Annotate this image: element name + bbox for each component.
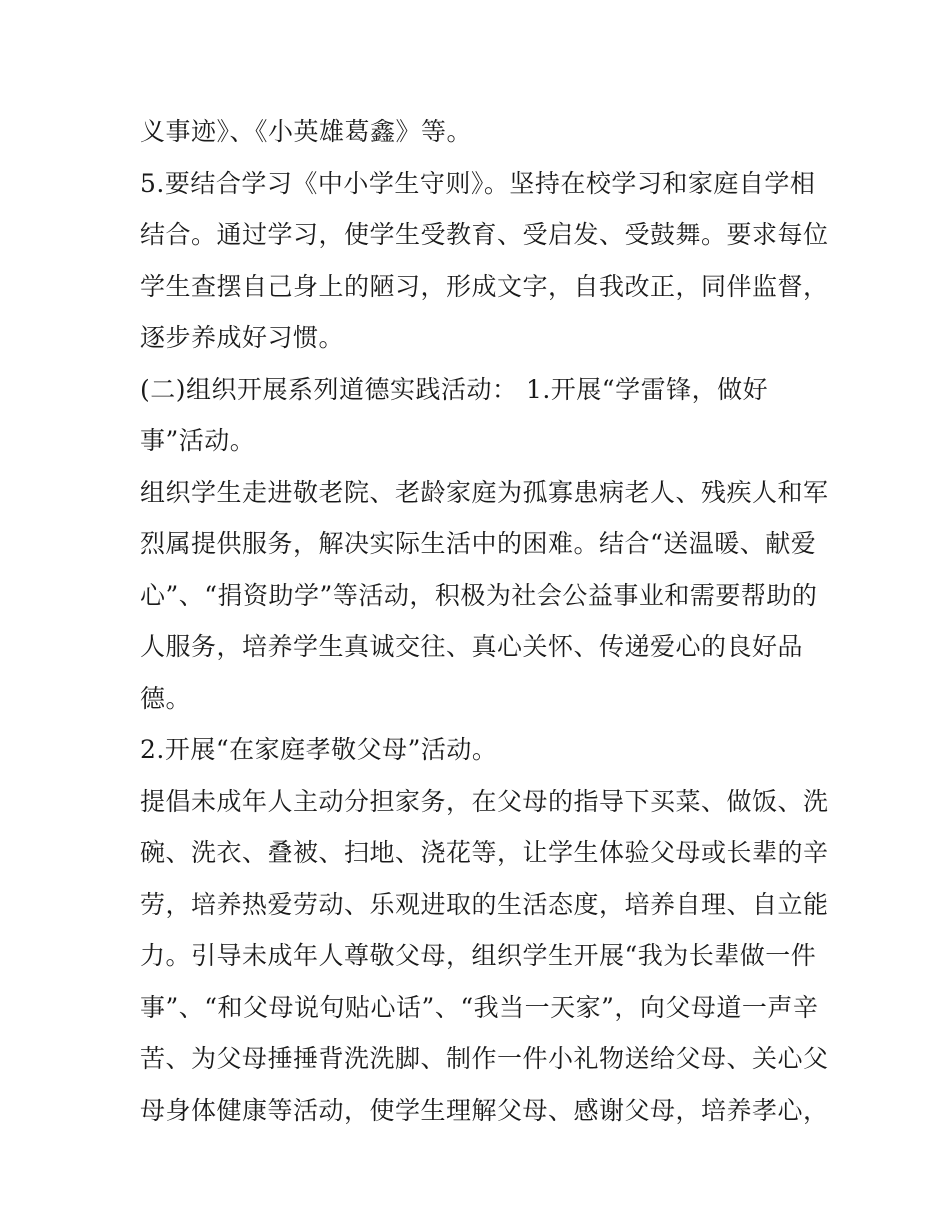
paragraph-6: 提倡未成年人主动分担家务，在父母的指导下买菜、做饭、洗碗、洗衣、叠被、扫地、浇花等，让学生体验父母或长辈的辛劳，培养热爱劳动、乐观进取的生活态度，培养自理、自立能力。引导未成年人尊敬父母，组织学生开展“我为长辈做一件事”、“和父母说句贴心话”、“我当一天家”，向父母道一声辛苦、为父母捶捶背洗洗脚、制作一件小礼物送给父母、关心父母身体健康等活动，使学生理解父母、感谢父母，培养孝心， (140, 786, 829, 1125)
document-body (140, 106, 830, 1136)
paragraph-4: 组织学生走进敬老院、老龄家庭为孤寡患病老人、残疾人和军烈属提供服务，解决实际生活中的困难。结合“送温暖、献爱心”、“捐资助学”等活动，积极为社会公益事业和需要帮助的人服务，培养学生真诚交往、真心关怀、传递爱心的良好品德。 (140, 477, 829, 713)
paragraph-5: 2.开展“在家庭孝敬父母”活动。 (140, 735, 498, 764)
paragraph-2: 5.要结合学习《中小学生守则》。坚持在校学习和家庭自学相结合。通过学习，使学生受教育、受启发、受鼓舞。要求每位学生查摆自己身上的陋习，形成文字，自我改正，同伴监督，逐步养成好习惯。 (140, 168, 829, 352)
paragraph-3: (二)组织开展系列道德实践活动： 1.开展“学雷锋，做好事”活动。 (140, 374, 769, 455)
paragraph-1: 义事迹》、《小英雄葛鑫》等。 (140, 117, 473, 146)
